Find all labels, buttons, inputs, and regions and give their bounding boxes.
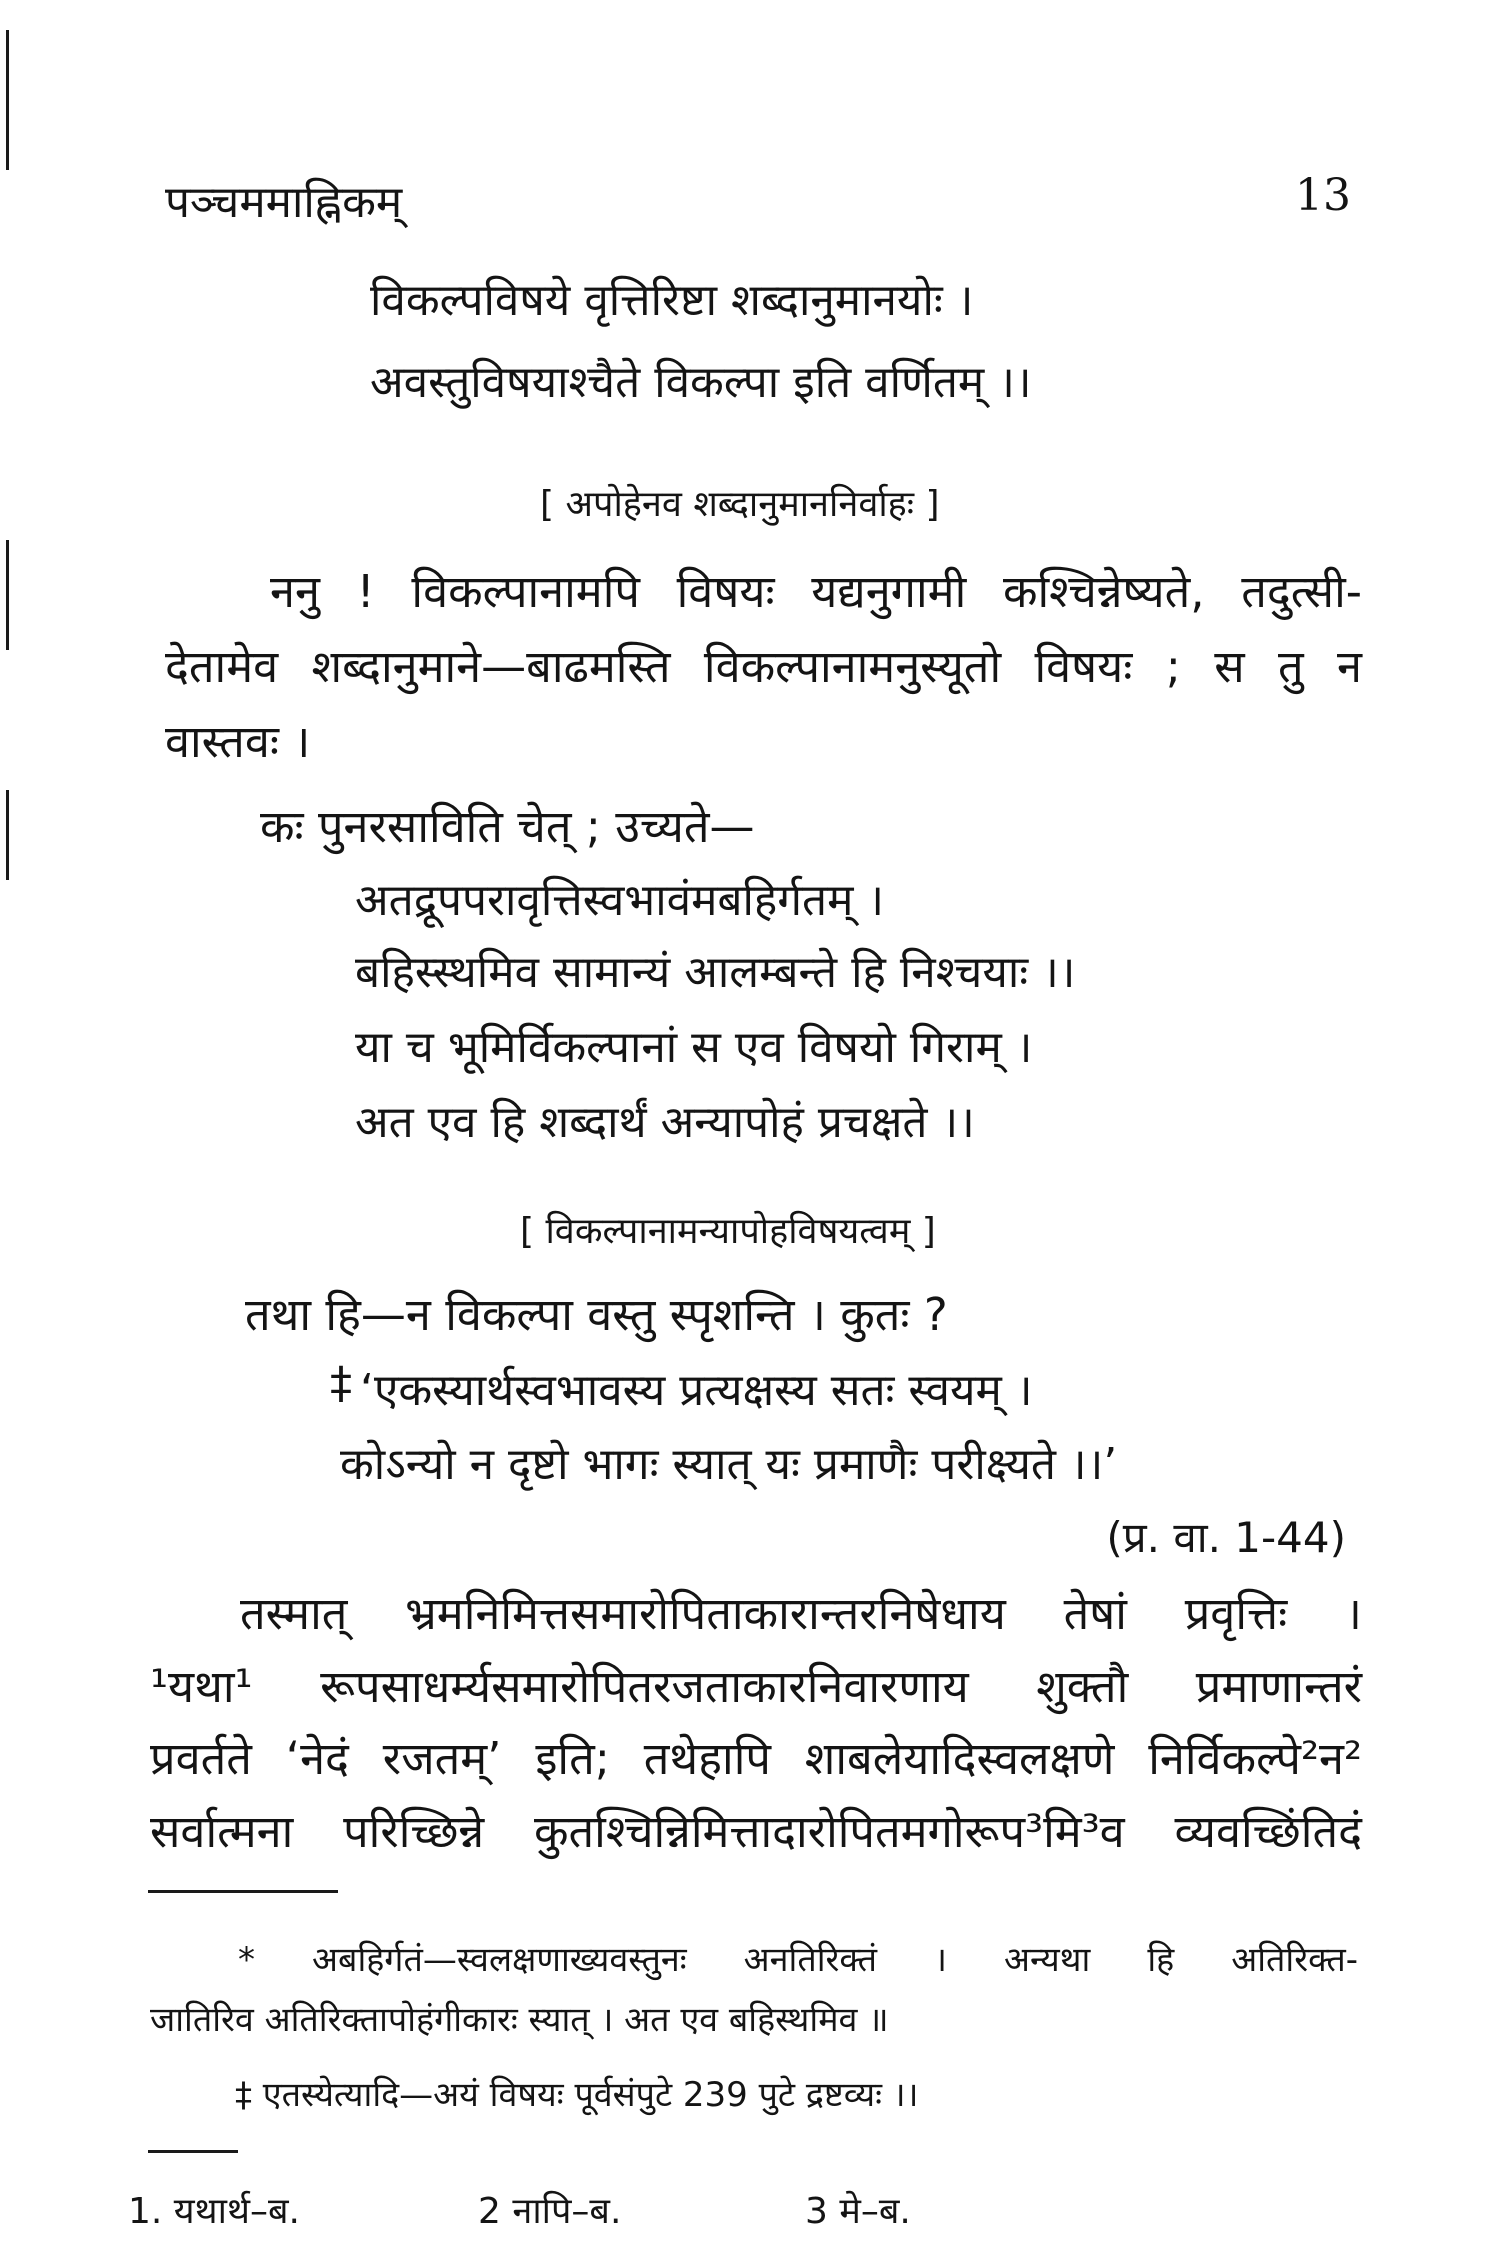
variants-rule (148, 2150, 238, 2153)
variant-reading: 1. यथार्थ–ब. (128, 2191, 301, 2232)
scan-edge-mark (6, 790, 9, 880)
verse-line: या च भूमिर्विकल्पानां स एव विषयो गिराम् । (355, 1022, 1033, 1073)
verse-line: ‘एकस्यार्थस्वभावस्य प्रत्यक्षस्य सतः स्वयम् । (360, 1365, 1033, 1416)
scan-edge-mark (6, 30, 9, 170)
running-header: पञ्चममाह्निकम् (165, 177, 403, 228)
paragraph-line: तथा हि—न विकल्पा वस्तु स्पृशन्ति । कुतः ? (245, 1288, 948, 1341)
verse-line: अवस्तुविषयाश्चैते विकल्पा इति वर्णितम् ।। (370, 357, 1032, 408)
verse-line: अत एव हि शब्दार्थं अन्यापोहं प्रचक्षते ।। (355, 1097, 975, 1148)
scan-edge-mark (6, 540, 9, 650)
footnote-line: ‡ एतस्येत्यादि—अयं विषयः पूर्वसंपुटे 239 पुटे द्रष्टव्यः ।। (235, 2075, 919, 2115)
footnote-marker: ‡ (330, 1358, 352, 1409)
verse-line: कोऽन्यो न दृष्टो भागः स्यात् यः प्रमाणैः परीक्ष्यते ।।’ (340, 1439, 1118, 1490)
paragraph-line: कः पुनरसाविति चेत् ; उच्यते— (260, 800, 755, 853)
citation: (प्र. वा. 1-44) (1106, 1513, 1346, 1562)
page-number: 13 (1295, 170, 1351, 221)
paragraph-line: तस्मात् भ्रमनिमित्तसमारोपिताकारान्तरनिषेधाय तेषां प्रवृत्तिः । (240, 1587, 1362, 1640)
variant-reading: 3 मे–ब. (805, 2191, 911, 2232)
footnote-line: जातिरिव अतिरिक्तापोहंगीकारः स्यात् । अत एव बहिस्थमिव ॥ (150, 2000, 889, 2040)
section-heading: [ विकल्पानामन्यापोहविषयत्वम् ] (520, 1211, 936, 1252)
footnote-line: * अबहिर्गतं—स्वलक्षणाख्यवस्तुनः अनतिरिक्तं । अन्यथा हि अतिरिक्त- (238, 1940, 1358, 1980)
paragraph-line: देतामेव शब्दानुमाने—बाढमस्ति विकल्पानामनुस्यूतो विषयः ; स तु न (165, 640, 1362, 693)
verse-line: अतद्रूपपरावृत्तिस्वभावंमबहिर्गतम् । (355, 875, 885, 926)
footnote-rule (148, 1890, 338, 1893)
verse-line: बहिस्स्थमिव सामान्यं आलम्बन्ते हि निश्चयाः ।। (355, 947, 1076, 998)
paragraph-line: ननु ! विकल्पानामपि विषयः यद्यनुगामी कश्चिन्नेष्यते, तदुत्सी- (270, 565, 1362, 618)
paragraph-line: ¹यथा¹ रूपसाधर्म्यसमारोपितरजताकारनिवारणाय शुक्तौ प्रमाणान्तरं (150, 1660, 1362, 1713)
variant-reading: 2 नापि–ब. (478, 2191, 622, 2232)
verse-line: विकल्पविषये वृत्तिरिष्टा शब्दानुमानयोः । (370, 275, 974, 326)
section-heading: [ अपोहेनव शब्दानुमाननिर्वाहः ] (540, 484, 940, 525)
paragraph-line: वास्तवः । (165, 715, 311, 768)
paragraph-line: सर्वात्मना परिच्छिन्ने कुतश्चिन्निमित्तादारोपितमगोरूप³मि³व व्यवच्छिंतिदं (150, 1805, 1362, 1858)
paragraph-line: प्रवर्तते ‘नेदं रजतम्’ इति; तथेहापि शाबलेयादिस्वलक्षणे निर्विकल्पे²न² (150, 1732, 1362, 1785)
